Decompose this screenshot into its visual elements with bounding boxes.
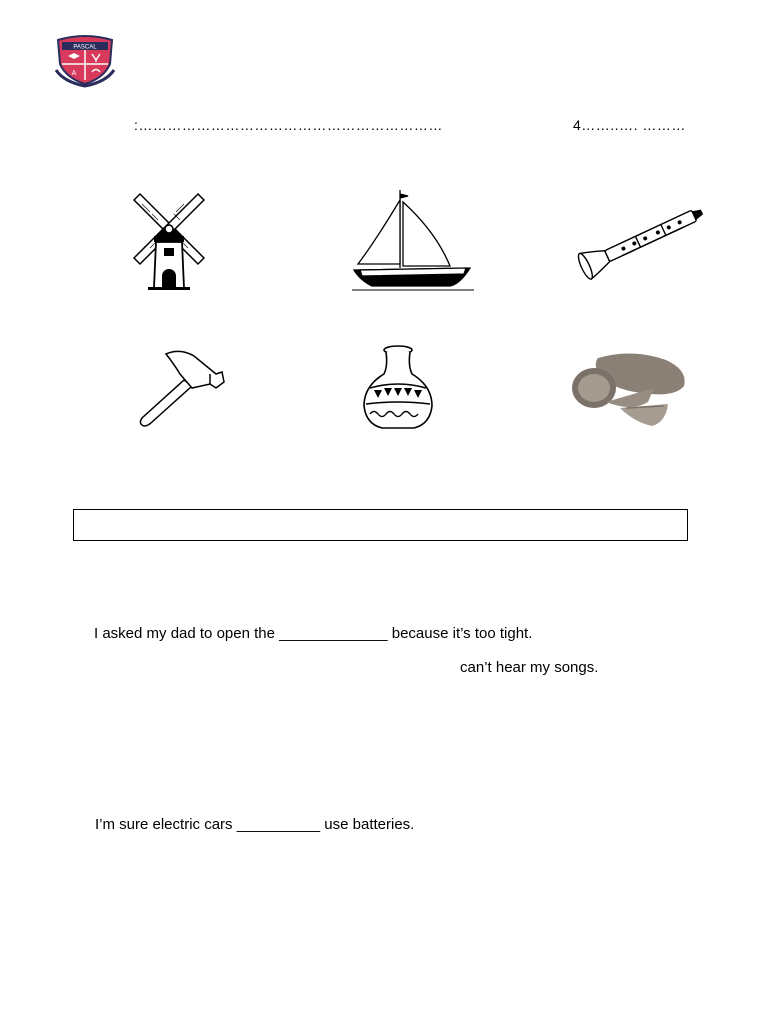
hammer-icon xyxy=(132,346,226,428)
school-crest-logo xyxy=(54,30,116,88)
word-bank-box xyxy=(73,509,688,541)
name-line: :……………………………………………………… xyxy=(134,117,443,133)
clarinet-icon xyxy=(574,198,710,284)
svg-text:A: A xyxy=(71,70,77,77)
crest-school-name: PASCAL xyxy=(73,44,97,51)
vase-icon xyxy=(358,344,438,432)
sentence-2: can’t hear my songs. xyxy=(460,659,599,676)
grade-line: 4……..…. ……… xyxy=(573,117,686,133)
potato-icon xyxy=(568,346,692,428)
windmill-icon xyxy=(128,192,210,294)
sentence-1: I asked my dad to open the _____________ because it’s too tight. xyxy=(94,625,533,642)
sailboat-icon xyxy=(350,188,476,294)
sentence-3: I’m sure electric cars __________ use batteries. xyxy=(95,816,415,833)
